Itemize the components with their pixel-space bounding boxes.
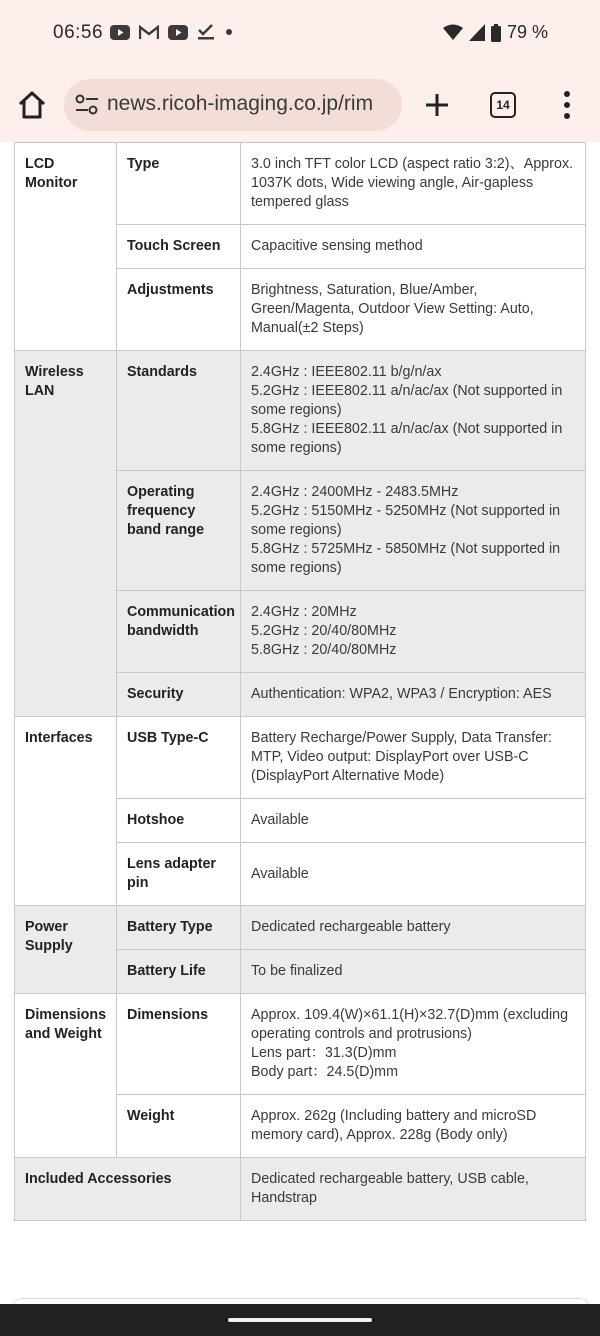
new-tab-icon[interactable]: [423, 91, 451, 119]
item-cell: Operating frequency band range: [117, 471, 241, 591]
table-row: [15, 143, 586, 225]
tab-switcher-button[interactable]: 14: [490, 92, 516, 118]
value-cell: Approx. 109.4(W)×61.1(H)×32.7(D)mm (excluding operating controls and protrusions) Lens part：31.3(D)mm Body part：24.5(D)mm: [241, 994, 586, 1095]
value-cell: To be finalized: [241, 950, 586, 994]
item-cell: Communication bandwidth: [117, 591, 241, 673]
signal-icon: [469, 24, 485, 41]
battery-icon: [491, 24, 501, 42]
item-cell: Standards: [117, 351, 241, 471]
item-cell: Dimensions: [117, 994, 241, 1095]
page-content: [0, 142, 600, 1304]
value-cell: Battery Recharge/Power Supply, Data Transfer: MTP, Video output: DisplayPort over USB-C (DisplayPort Alternative Mode): [241, 717, 586, 799]
value-cell: 2.4GHz : IEEE802.11 b/g/n/ax 5.2GHz : IEEE802.11 a/n/ac/ax (Not supported in some regions) 5.8GHz : IEEE802.11 a/n/ac/ax (Not supported in some regions): [241, 351, 586, 471]
item-cell: Adjustments: [117, 269, 241, 351]
more-menu-icon[interactable]: [560, 90, 574, 120]
wifi-icon: [443, 24, 463, 41]
category-cell: Included Accessories: [15, 1158, 241, 1221]
category-cell: Interfaces: [15, 717, 117, 906]
status-bar: [0, 0, 600, 68]
value-cell: Authentication: WPA2, WPA3 / Encryption: AES: [241, 673, 586, 717]
value-cell: Brightness, Saturation, Blue/Amber, Green/Magenta, Outdoor View Setting: Auto, Manual(±2 Steps): [241, 269, 586, 351]
item-cell: Touch Screen: [117, 225, 241, 269]
status-right: [443, 22, 548, 43]
task-check-icon: [197, 23, 215, 41]
value-cell: 3.0 inch TFT color LCD (aspect ratio 3:2)、Approx. 1037K dots, Wide viewing angle, Air-gapless tempered glass: [241, 143, 586, 225]
system-nav-bar: [0, 1304, 600, 1336]
home-icon[interactable]: [17, 90, 47, 120]
category-cell: LCD Monitor: [15, 143, 117, 351]
item-cell: Type: [117, 143, 241, 225]
item-cell: Battery Life: [117, 950, 241, 994]
value-cell: Capacitive sensing method: [241, 225, 586, 269]
gesture-handle[interactable]: [228, 1318, 372, 1322]
value-cell: Approx. 262g (Including battery and microSD memory card), Approx. 228g (Body only): [241, 1095, 586, 1158]
item-cell: Hotshoe: [117, 799, 241, 843]
item-cell: Battery Type: [117, 906, 241, 950]
value-cell: 2.4GHz : 20MHz 5.2GHz : 20/40/80MHz 5.8GHz : 20/40/80MHz: [241, 591, 586, 673]
status-time: 06:56: [53, 22, 104, 43]
value-cell: Dedicated rechargeable battery, USB cable, Handstrap: [241, 1158, 586, 1221]
youtube-icon: [168, 25, 188, 40]
browser-toolbar: [0, 68, 600, 142]
item-cell: Security: [117, 673, 241, 717]
table-row: [15, 351, 586, 471]
value-cell: Available: [241, 843, 586, 906]
value-cell: 2.4GHz : 2400MHz - 2483.5MHz 5.2GHz : 5150MHz - 5250MHz (Not supported in some regions) 5.8GHz : 5725MHz - 5850MHz (Not supported in some regions): [241, 471, 586, 591]
youtube-icon: [110, 25, 130, 40]
table-row: [15, 906, 586, 950]
notification-icons: [110, 23, 234, 41]
category-cell: Dimensions and Weight: [15, 994, 117, 1158]
category-cell: Power Supply: [15, 906, 117, 994]
gmail-icon: [139, 25, 159, 40]
category-cell: Wireless LAN: [15, 351, 117, 717]
table-row: [15, 1158, 586, 1221]
spec-table: [14, 142, 586, 1221]
item-cell: Weight: [117, 1095, 241, 1158]
dot-icon: [224, 27, 234, 37]
table-row: [15, 717, 586, 799]
value-cell: Dedicated rechargeable battery: [241, 906, 586, 950]
site-settings-icon[interactable]: [75, 94, 99, 116]
url-text[interactable]: news.ricoh-imaging.co.jp/rim: [107, 92, 374, 115]
battery-percent: 79 %: [506, 22, 548, 42]
address-bar[interactable]: [64, 79, 402, 131]
item-cell: USB Type-C: [117, 717, 241, 799]
value-cell: Available: [241, 799, 586, 843]
item-cell: Lens adapter pin: [117, 843, 241, 906]
table-row: [15, 994, 586, 1095]
